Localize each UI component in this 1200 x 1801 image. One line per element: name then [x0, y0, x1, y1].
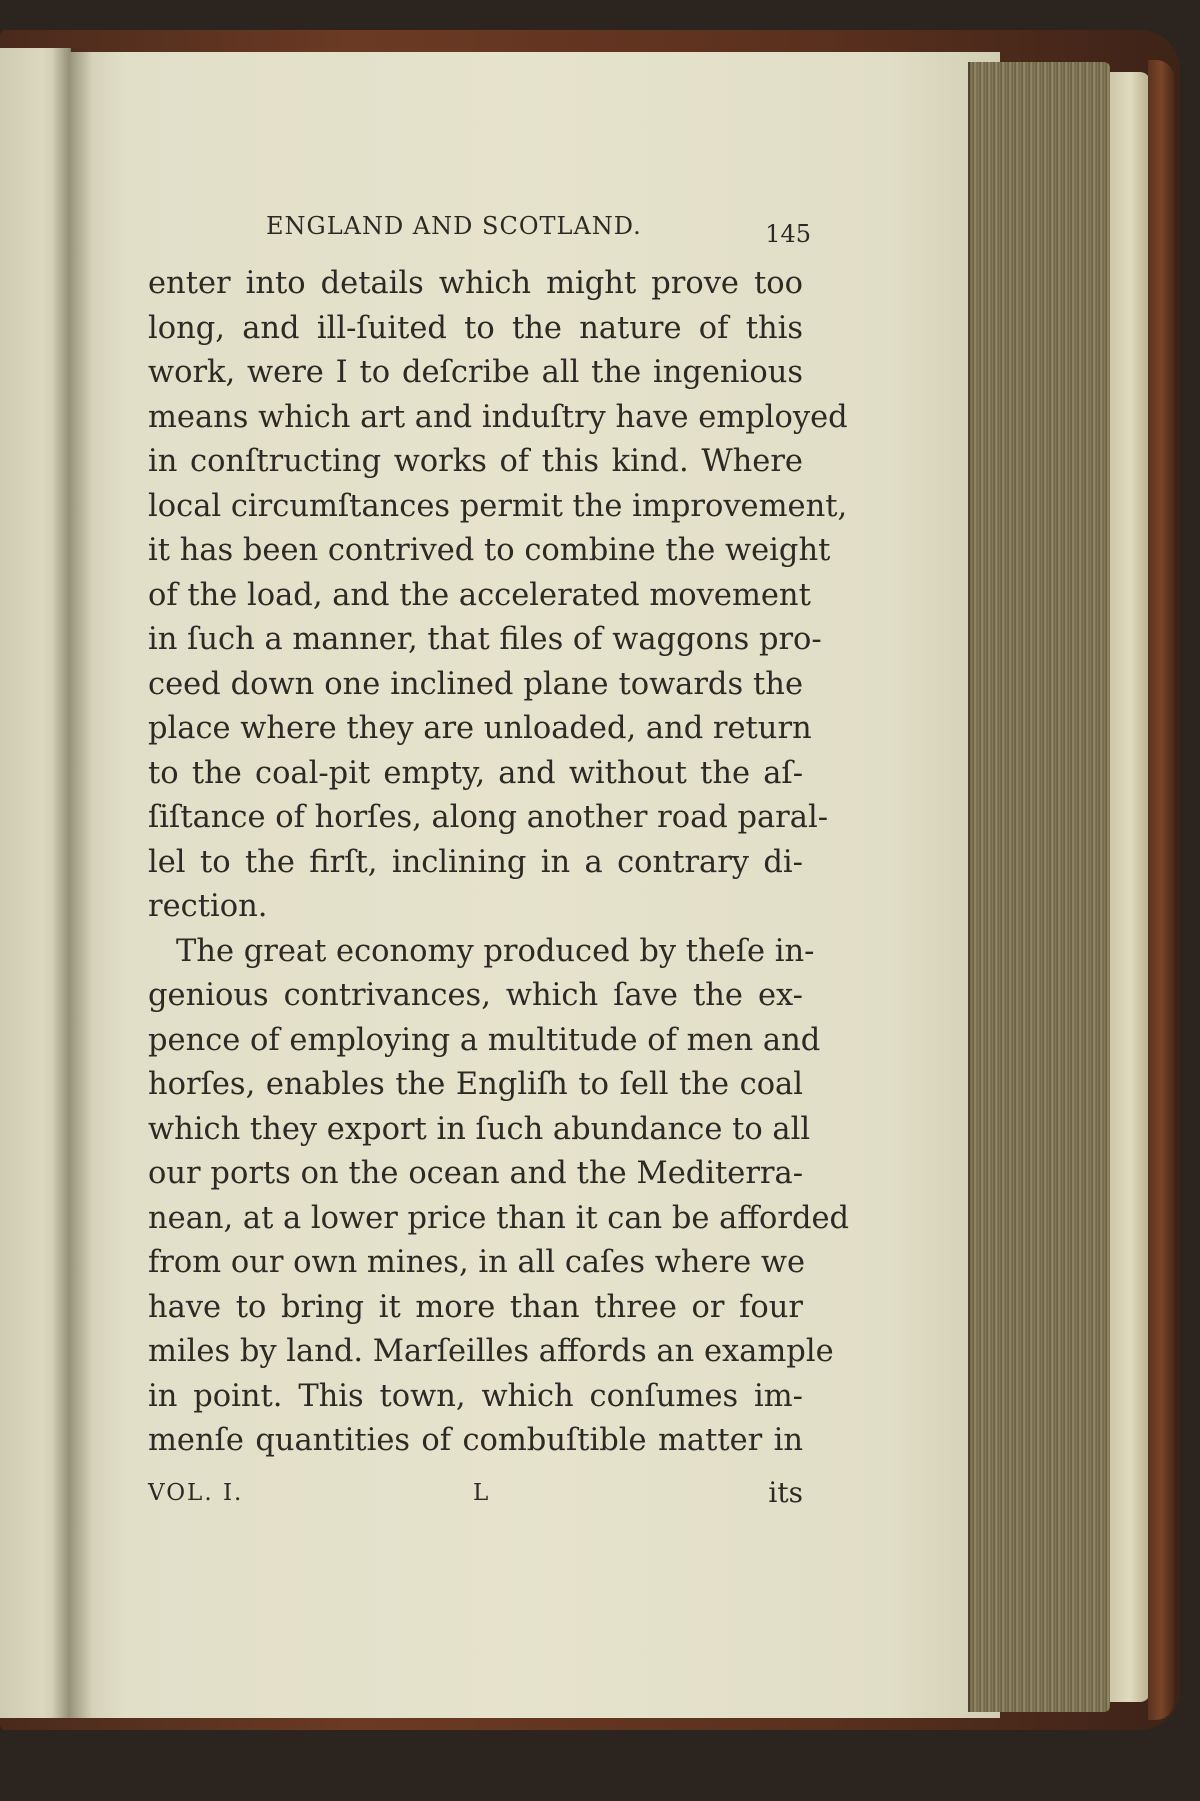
text-line: to the coal-pit empty, and without the aſ- [148, 755, 803, 791]
text-line: genious contrivances, which ſave the ex- [148, 978, 803, 1013]
text-line: which they export in ſuch abundance to all [148, 1111, 811, 1147]
paragraph-1 [148, 262, 848, 930]
running-head-title: ENGLAND AND SCOTLAND. [266, 212, 642, 240]
text-block [148, 206, 850, 1514]
text-line: enter into details which might prove too [148, 266, 803, 301]
text-line: menſe quantities of combuſtible matter in [148, 1423, 803, 1458]
page-footer [148, 1470, 803, 1514]
text-line: means which art and induſtry have employed [148, 399, 848, 435]
binding-edge [1148, 60, 1174, 1720]
text-line: in point. This town, which conſumes im- [148, 1378, 803, 1414]
signature-mark: L [473, 1479, 489, 1506]
volume-signature: VOL. I. [148, 1479, 244, 1506]
text-line: nean, at a lower price than it can be afforded [148, 1200, 850, 1236]
text-line: in conſtructing works of this kind. Where [148, 444, 803, 479]
text-line: miles by land. Marſeilles affords an example [148, 1334, 834, 1369]
text-line: local circumſtances permit the improvement, [148, 488, 848, 524]
page-fore-edge-light [1110, 72, 1150, 1702]
text-line: pence of employing a multitude of men and [148, 1022, 821, 1058]
text-line: long, and ill-ſuited to the nature of this [148, 310, 803, 346]
text-line: our ports on the ocean and the Mediterra- [148, 1156, 803, 1191]
text-line: have to bring it more than three or four [148, 1289, 803, 1325]
text-line: rection. [148, 889, 268, 924]
text-line: lel to the firſt, inclining in a contrary di- [148, 844, 803, 880]
text-line: of the load, and the accelerated movement [148, 577, 811, 613]
text-line: ſiſtance of horſes, along another road paral- [148, 800, 829, 835]
text-line: in ſuch a manner, that files of waggons pro- [148, 622, 822, 657]
text-line: ceed down one inclined plane towards the [148, 666, 803, 702]
page-fore-edge [968, 62, 1110, 1712]
text-line: place where they are unloaded, and return [148, 711, 812, 746]
text-line: work, were I to deſcribe all the ingenious [148, 355, 803, 390]
text-line: horſes, enables the Engliſh to ſell the coal [148, 1067, 803, 1102]
running-head [148, 206, 811, 250]
catchword: its [768, 1475, 803, 1509]
text-line: The great economy produced by theſe in- [176, 933, 815, 969]
paragraph-2 [148, 930, 850, 1464]
page-number: 145 [765, 220, 811, 248]
text-line: from our own mines, in all caſes where we [148, 1245, 806, 1280]
text-line: it has been contrived to combine the weight [148, 533, 831, 568]
gutter-shadow [52, 48, 92, 1718]
